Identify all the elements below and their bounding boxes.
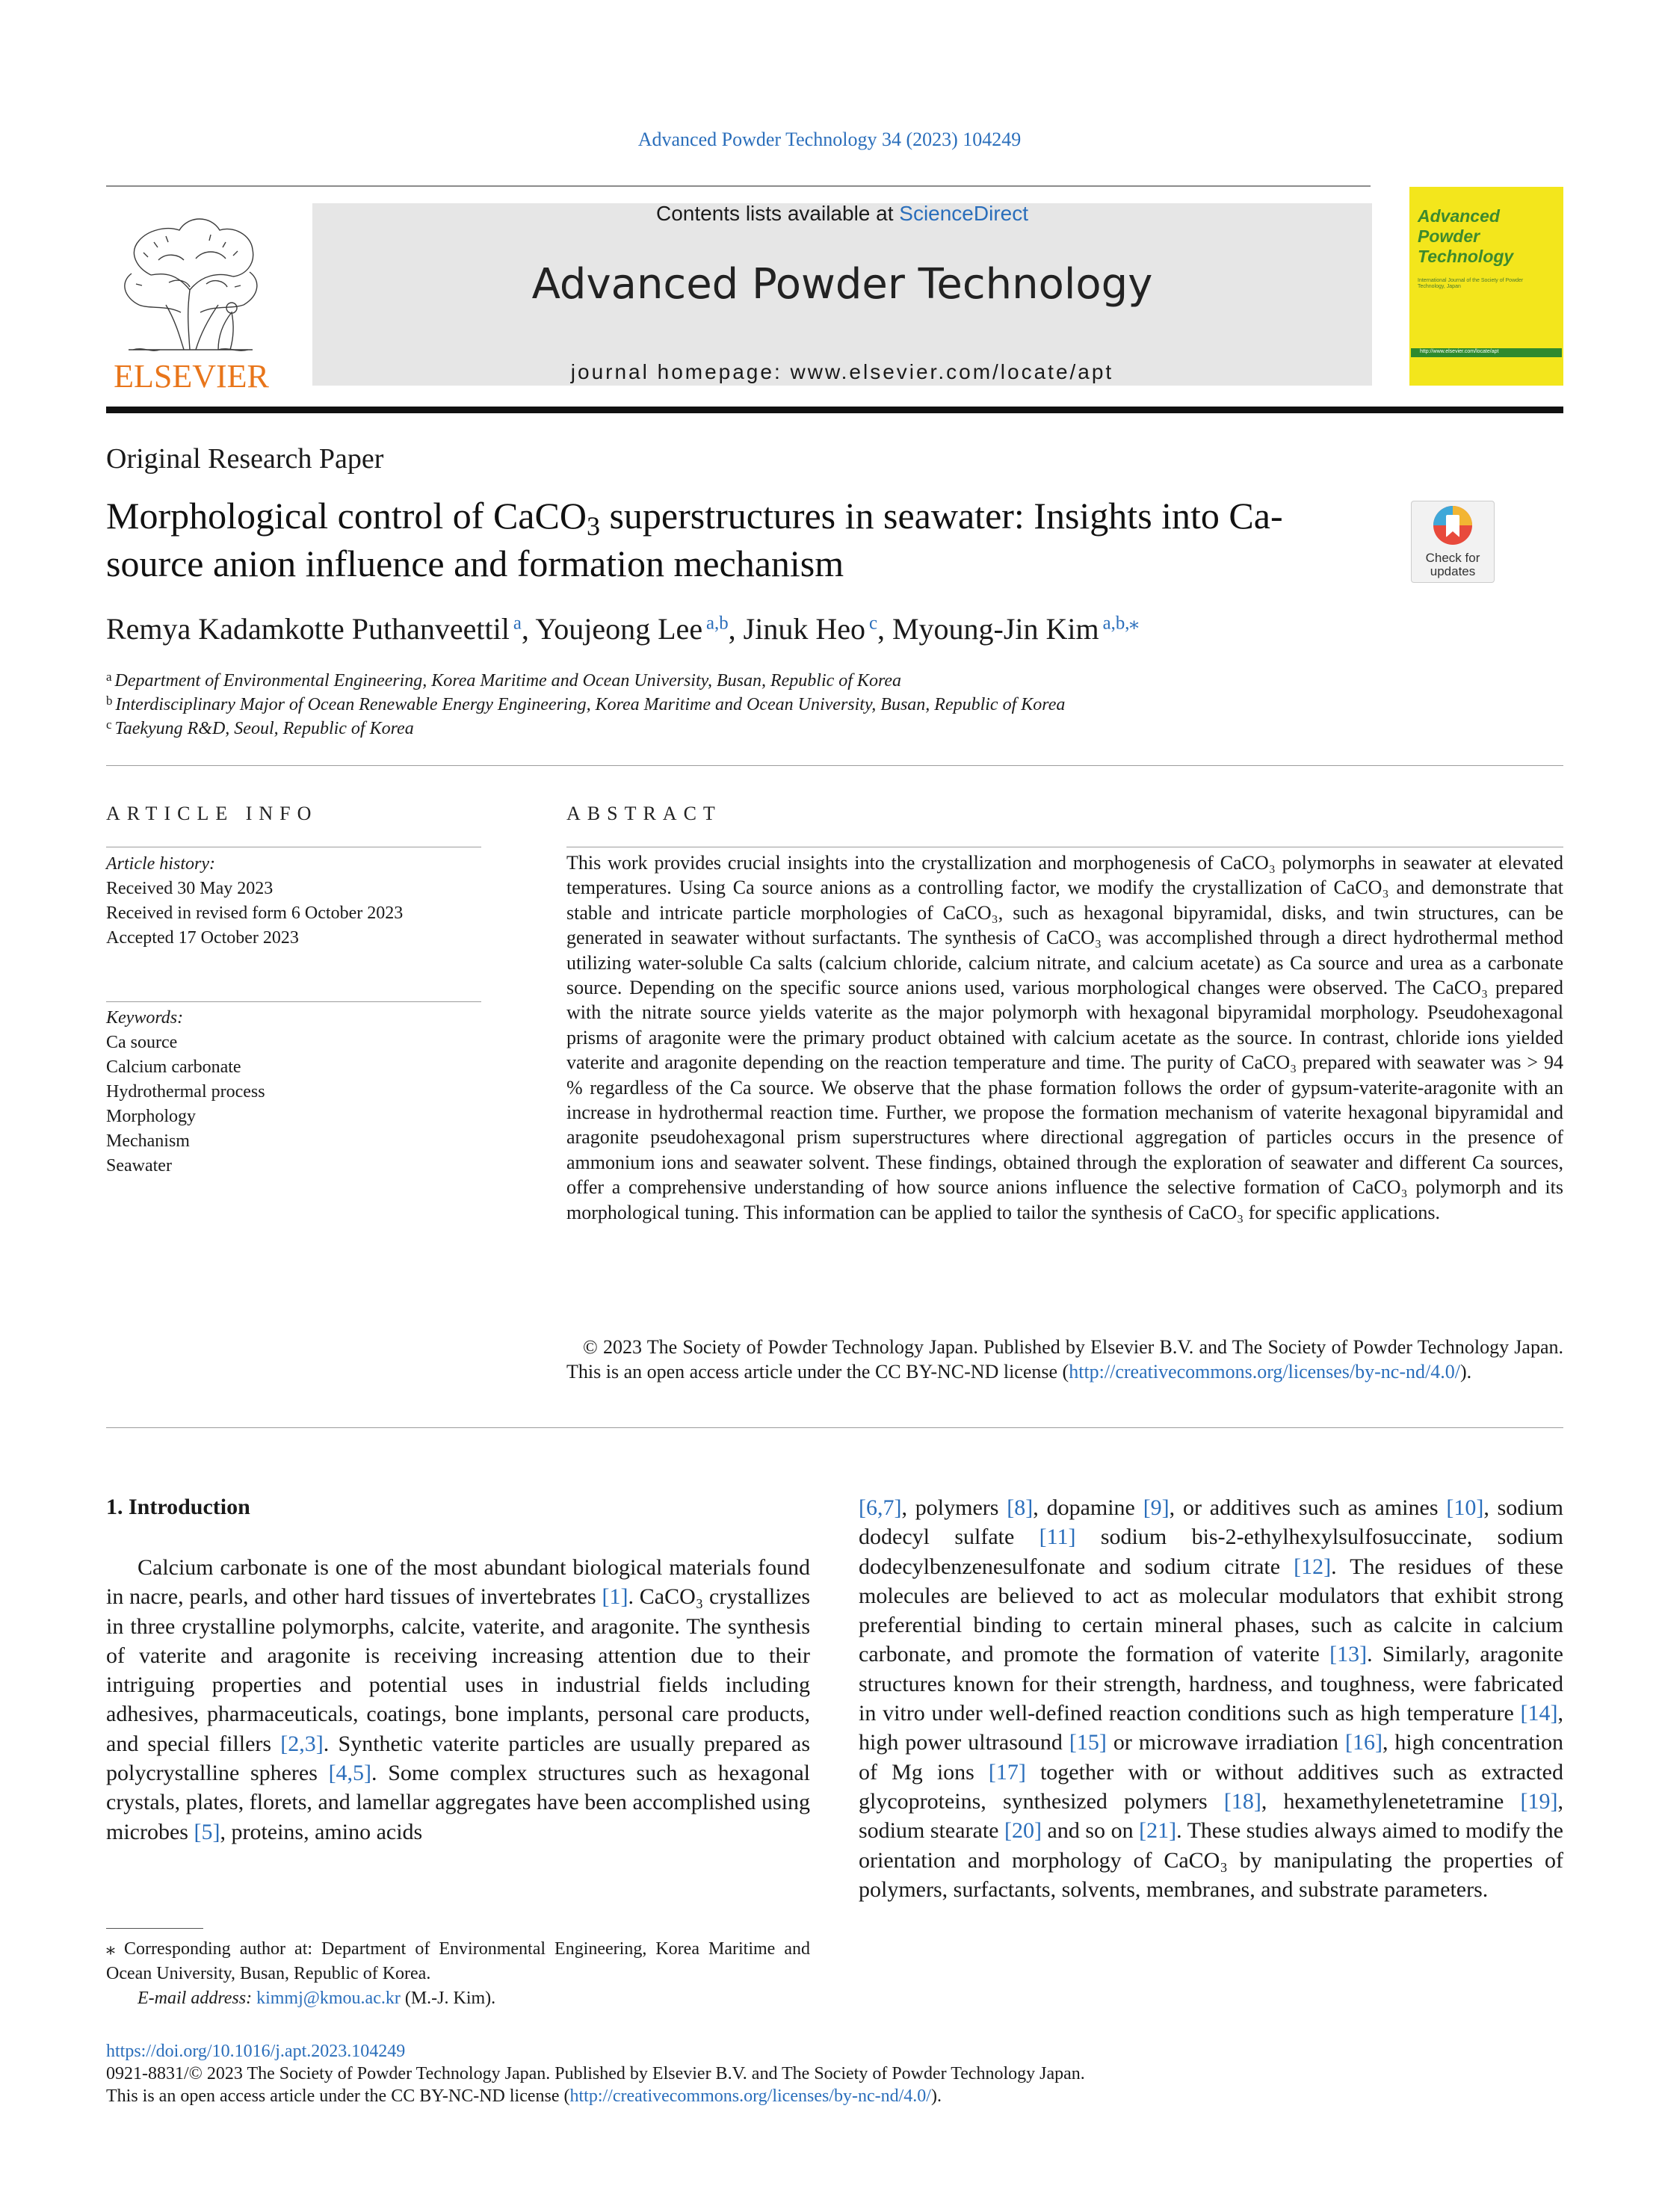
copyright-end: ). [1459,1361,1472,1383]
body-text: and so on [1042,1818,1140,1844]
body-text: Calcium carbonate is one of the most abundant biological materials found in nacre, pearls, and other hard tissues of invertebrates [106,1555,810,1610]
author-name[interactable]: Jinuk Heo [743,612,865,646]
article-type: Original Research Paper [106,443,384,475]
keywords-title: Keywords: [106,1008,184,1028]
affiliation-text: Interdisciplinary Major of Ocean Renewable Energy Engineering, Korea Maritime and Ocean University, Busan, Republic of Korea [115,695,1066,714]
abstract-heading: ABSTRACT [566,803,722,824]
contents-line [312,202,1372,226]
citation-link[interactable]: [21] [1139,1818,1177,1844]
footnote-rule [106,1928,203,1929]
oa-suffix: ). [930,2086,942,2106]
affiliation-b [106,693,1526,715]
citation-link[interactable]: [2,3] [280,1731,324,1756]
citation-link[interactable]: [8] [1007,1495,1034,1520]
author-separator: , [877,612,892,646]
affiliation-c [106,717,1526,739]
author-separator: , [728,612,744,646]
citation-link[interactable]: [10] [1446,1495,1484,1520]
citation-link[interactable]: [16] [1344,1730,1382,1755]
body-text: , sodium stearate [859,1788,1564,1844]
doi-link[interactable]: https://doi.org/10.1016/j.apt.2023.104249 [106,2042,406,2061]
citation-link[interactable]: [18] [1223,1788,1261,1814]
body-text: . CaCO₃ crystallizes in three crystalline polymorphs, calcite, vaterite, and aragonite. The synthesis of vaterite and aragonite is receiving increasing attention due to their intriguing properties and potential uses in industrial fields including adhesives, pharmaceuticals, coatings, bone implants, personal care products, and special fillers [106,1584,810,1756]
keyword-item: Hydrothermal process [106,1082,265,1102]
citation-link[interactable]: [15] [1069,1730,1107,1755]
section-divider [106,765,1563,766]
citation-link[interactable]: [11] [1039,1524,1076,1550]
author-affiliation-mark[interactable]: c [865,613,877,634]
affiliation-text: Taekyung R&D, Seoul, Republic of Korea [114,719,414,738]
body-text: . The residues of these molecules are believed to act as molecular modulators that exhibit strong preferential binding to certain mineral phases, such as calcite in calcium carbonate, and promote the formation of vaterite [859,1554,1563,1667]
history-revised: Received in revised form 6 October 2023 [106,903,404,923]
history-title: Article history: [106,854,215,874]
introduction-heading: 1. Introduction [106,1495,250,1519]
copyright-text: © 2023 The Society of Powder Technology Japan. Published by Elsevier B.V. and The Society of Powder Technology Japan. This is an open access article under the CC BY-NC-ND license ( [566,1336,1563,1383]
keyword-item: Seawater [106,1156,172,1175]
cover-title: Advanced Powder Technology [1418,206,1514,267]
citation-link[interactable]: [5] [194,1819,220,1844]
body-text: . Some complex structures such as hexagonal crystals, plates, florets, and lamellar aggregates have been accomplished using microbes [106,1761,810,1844]
body-text: , dopamine [1033,1495,1143,1520]
history-received: Received 30 May 2023 [106,879,274,898]
abstract-bottom-rule [106,1427,1563,1428]
keyword-item: Calcium carbonate [106,1057,241,1077]
affiliation-a [106,670,1526,691]
crossmark-label: Check for updates [1425,551,1480,578]
body-text: or microwave irradiation [1106,1730,1345,1755]
article-info-heading: ARTICLE INFO [106,803,318,824]
article-title [106,492,1377,587]
body-text: , or additives such as amines [1169,1495,1447,1520]
body-text: . These studies always aimed to modify the orientation and morphology of CaCO₃ by manipulating the properties of polymers, surfactants, solvents, membranes, and substrate parameters. [859,1818,1563,1902]
introduction-column-1 [106,1553,810,1847]
author-affiliation-mark[interactable]: a,b,⁎ [1099,613,1139,634]
body-text: , proteins, amino acids [220,1819,423,1844]
body-text: , high power ultrasound [859,1701,1563,1755]
affiliation-text: Department of Environmental Engineering, Korea Maritime and Ocean University, Busan, Republic of Korea [114,671,902,691]
cover-url: http://www.elsevier.com/locate/apt [1420,349,1499,354]
abstract-text: This work provides crucial insights into the crystallization and morphogenesis of CaCO₃ polymorphs in seawater at elevated temperatures. Using Ca source anions as a controlling factor, we modify the crystallization of CaCO₃ and demonstrate that stable and intricate particle morphologies of CaCO₃, such as hexagonal bipyramidal, disks, and twin structures, can be generated in seawater without surfactants. The synthesis of CaCO₃ was accomplished through a direct hydrothermal method utilizing water-soluble Ca salts (calcium chloride, calcium nitrate, and calcium acetate) as Ca source and urea as a carbonate source. Depending on the specific source anions used, various morphological changes were observed. The CaCO₃ prepared with the nitrate source yields vaterite as the major polymorph with hexagonal bipyramidal morphology. Pseudohexagonal prisms of aragonite were the primary product obtained with calcium acetate as the source. In contrast, chloride ions yielded vaterite and aragonite depending on the reaction temperature and time. The purity of CaCO₃ prepared with seawater was > 94 % regardless of the Ca source. We observe that the phase formation follows the order of gypsum-vaterite-aragonite with an increase in hydrothermal reaction time. Further, we propose the formation mechanism of vaterite hexagonal bipyramidal and aragonite pseudohexagonal prism superstructures where directional aggregation of particles occurs in the presence of ammonium ions and seawater solvent. These findings, obtained through the exploration of seawater and different Ca sources, offer a comprehensive understanding of how source anions influence the selective formation of CaCO₃ polymorph and its morphological tuning. This information can be applied to tailor the synthesis of CaCO₃ for specific applications. [566,852,1563,1223]
email-label: E-mail address: [138,1989,253,2008]
affiliation-mark: c [106,717,112,732]
keywords-block [106,1006,495,1178]
title-part-1: Morphological control of CaCO [106,495,587,537]
citation-link[interactable]: [19] [1520,1788,1558,1814]
crossmark-icon [1412,501,1494,551]
keywords-rule [106,1001,481,1002]
oa-license-link[interactable]: http://creativecommons.org/licenses/by-nc-nd/4.0/ [569,2086,931,2106]
elsevier-tree-icon [106,200,276,392]
body-text: together with or without additives such as extracted glycoproteins, synthesized polymers [859,1759,1563,1814]
author-list [106,611,1451,646]
body-text: , sodium dodecyl sulfate [859,1495,1563,1550]
journal-name: Advanced Powder Technology [531,260,1153,309]
abstract-copyright [566,1335,1563,1385]
citation-link[interactable]: [17] [988,1759,1026,1785]
corresponding-author-footnote: ⁎ Corresponding author at: Department of Environmental Engineering, Korea Maritime and Ocean University, Busan, Republic of Korea. [106,1939,810,1983]
title-part-2: superstructures in seawater: Insights into Ca-source anion influence and formation mechanism [106,495,1283,584]
email-link[interactable]: kimmj@kmou.ac.kr [256,1989,401,2008]
issn-line: 0921-8831/© 2023 The Society of Powder Technology Japan. Published by Elsevier B.V. and The Society of Powder Technology Japan. [106,2064,1085,2083]
email-footnote [106,1986,810,2011]
citation-link[interactable]: [20] [1004,1818,1042,1844]
header-divider [106,185,1371,187]
license-link[interactable]: http://creativecommons.org/licenses/by-nc-nd/4.0/ [1069,1361,1460,1383]
introduction-column-2 [859,1493,1563,1904]
citation-link[interactable]: [9] [1143,1495,1170,1520]
affiliation-mark: b [106,693,113,708]
author-name[interactable]: Youjeong Lee [535,612,703,646]
elsevier-logo [106,200,276,392]
citation-link[interactable]: [1] [602,1584,628,1610]
author-affiliation-mark[interactable]: a [509,613,522,634]
sciencedirect-link[interactable]: ScienceDirect [899,202,1028,225]
body-text: . Synthetic vaterite particles are usually prepared as polycrystalline spheres [106,1731,810,1786]
contents-prefix: Contents lists available at [655,202,900,225]
affiliation-mark: a [106,670,112,684]
citation-link[interactable]: [4,5] [328,1761,372,1786]
citation-link[interactable]: [6,7] [859,1495,902,1520]
body-text: , polymers [901,1495,1007,1520]
body-text: , hexamethylenetetramine [1261,1788,1521,1814]
article-history [106,852,495,951]
citation-link[interactable]: [12] [1294,1554,1332,1579]
title-subscript: 3 [586,511,600,541]
journal-homepage-link[interactable]: journal homepage: www.elsevier.com/locate/apt [570,360,1114,383]
header-thick-rule [106,407,1563,413]
email-suffix: (M.-J. Kim). [400,1989,496,2008]
open-access-line [106,2086,942,2107]
body-text: . Similarly, aragonite structures known for their strength, hardness, and toughness, were fabricated in vitro under well-defined reaction conditions such as high temperature [859,1642,1564,1726]
citation-link[interactable]: [13] [1329,1642,1368,1667]
author-affiliation-mark[interactable]: a,b [702,613,729,634]
history-accepted: Accepted 17 October 2023 [106,928,299,948]
elsevier-wordmark: ELSEVIER [114,358,269,392]
author-separator: , [521,612,536,646]
body-text: sodium bis-2-ethylhexylsulfosuccinate, sodium dodecylbenzenesulfonate and sodium citrate [859,1524,1563,1579]
citation-link[interactable]: [14] [1520,1701,1558,1726]
author-name[interactable]: Remya Kadamkotte Puthanveettil [106,612,510,646]
oa-prefix: This is an open access article under the CC BY-NC-ND license ( [106,2086,570,2106]
keyword-item: Mechanism [106,1131,190,1151]
cover-subtitle: International Journal of the Society of Powder Technology, Japan [1418,278,1524,290]
keyword-item: Ca source [106,1033,178,1052]
keyword-item: Morphology [106,1107,196,1126]
body-text: , high concentration of Mg ions [859,1730,1563,1785]
journal-reference-link[interactable]: Advanced Powder Technology 34 (2023) 104249 [637,129,1022,150]
author-name[interactable]: Myoung-Jin Kim [892,612,1099,646]
